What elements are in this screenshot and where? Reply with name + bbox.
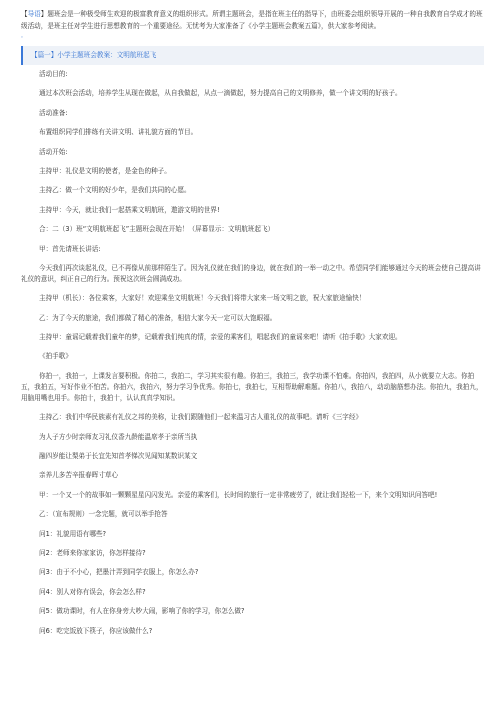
paragraph-gap xyxy=(21,540,484,548)
article-body xyxy=(21,69,484,637)
body-paragraph: 为人子方少时亲师友习礼仪香九龄能温席孝于亲所当执 xyxy=(39,432,198,441)
paragraph-gap xyxy=(21,304,484,312)
body-paragraph: 亲养儿多苦辛报春晖寸草心 xyxy=(39,471,119,480)
paragraph-gap xyxy=(21,462,484,470)
body-paragraph: 主持乙：做一个文明的好少年，是我们共同的心愿。 xyxy=(39,186,191,195)
body-paragraph: 布置组织同学们排练有关讲文明、讲礼貌方面的节目。 xyxy=(39,128,198,137)
body-paragraph: 问6：吃完饭放下筷子，你应该做什么? xyxy=(39,626,153,635)
paragraph-gap xyxy=(21,324,484,332)
section-title: 【篇一】小学主题班会教案：文明航班起飞 xyxy=(31,51,157,59)
paragraph-gap xyxy=(21,617,484,625)
paragraph-gap xyxy=(21,99,484,107)
paragraph-gap xyxy=(21,285,484,293)
paragraph-gap xyxy=(21,598,484,606)
paragraph-gap xyxy=(21,520,484,528)
body-paragraph: 问1：礼貌用语有哪些? xyxy=(39,529,107,538)
paragraph-gap xyxy=(21,559,484,567)
paragraph-gap xyxy=(21,501,484,509)
body-paragraph: 《拍手歌》 xyxy=(39,352,72,361)
body-paragraph: 你拍一，我拍一，上课发言要积极。你拍二，我拍二，学习其实很有趣。你拍三，我拍三，我学功课不怕难。你拍四，我拍四，从小就要立大志。你拍五，我拍五，写好作业不怕苦。你拍六，我拍六，努力学习争优秀。你拍七，我拍七，互相帮助解难题。你拍八，我拍八，动动脑筋想办法。你拍九，我拍九，用脑用嘴也用手。你拍十，我拍十，认认真真学知识。 xyxy=(21,371,483,402)
body-paragraph: 合：二（3）班“文明航班起飞”主题班会现在开始！（屏幕显示：文明航班起飞） xyxy=(39,225,275,234)
intro-tag-close: 】 xyxy=(40,10,48,18)
paragraph-gap xyxy=(21,196,484,204)
paragraph-gap xyxy=(21,343,484,351)
intro-tag-open: 【 xyxy=(21,10,28,18)
paragraph-gap xyxy=(21,443,484,451)
paragraph-gap xyxy=(21,255,484,263)
paragraph-gap xyxy=(21,216,484,224)
body-paragraph: 乙：为了今天的旅途，我们都做了精心的准备，相信大家今天一定可以大饱眼福。 xyxy=(39,313,277,322)
paragraph-gap xyxy=(21,80,484,88)
body-paragraph: 主持甲：礼仪是文明的使者，是金色的种子。 xyxy=(39,166,171,175)
paragraph-gap xyxy=(21,235,484,243)
body-paragraph: 问5：做功课时，有人在你身旁大吵大闹，影响了你的学习，你怎么做? xyxy=(39,607,245,616)
paragraph-gap xyxy=(21,404,484,412)
paragraph-gap xyxy=(21,423,484,431)
body-paragraph: 主持乙：我们中华民族素有礼仪之邦的美称，让我们跟随他们一起来温习古人重礼仪的故事吧。请听《三字经》 xyxy=(39,413,363,422)
intro-text: 题班会是一种极受师生欢迎的极富教育意义的组织形式。所谓主题班会，是指在班主任的指导下，由班委会组织领导开展的一种自我教育自学成才的班级活动，是班主任对学生进行思想教育的一个重要途径。无忧考为大家准备了《小学主题班会教案五篇》，供大家参考阅读。 xyxy=(21,10,483,30)
body-paragraph: 通过本次班会活动，培养学生从现在做起，从自我做起，从点一滴做起，努力提高自己的文明修养，做一个讲文明的好孩子。 xyxy=(39,89,402,98)
body-paragraph: 活动准备: xyxy=(39,108,68,117)
paragraph-gap xyxy=(21,362,484,370)
body-paragraph: 主持甲：童谣记载着我们童年的梦，记载着我们纯真的情，亲爱的乘客们，唱起我们的童谣来吧！请听《拍手歌》大家欢迎。 xyxy=(39,333,402,342)
body-paragraph: 活动开始: xyxy=(39,147,68,156)
paragraph-gap xyxy=(21,481,484,489)
paragraph-gap xyxy=(21,177,484,185)
body-paragraph: 问4：别人对你有误会，你会怎么样? xyxy=(39,587,146,596)
body-paragraph: 主持甲：今天，就让我们一起搭乘文明航班，遨游文明的世界! xyxy=(39,205,220,214)
body-paragraph: 活动目的: xyxy=(39,70,68,78)
intro-paragraph xyxy=(21,9,484,32)
body-paragraph: 融四岁能让梨弟于长宜先知首孝悌次见闻知某数识某文 xyxy=(39,452,198,461)
body-paragraph: 问3：由于不小心，把墨汁弄到同学衣服上，你怎么办? xyxy=(39,568,199,577)
paragraph-gap xyxy=(21,138,484,146)
paragraph-gap xyxy=(21,158,484,166)
paragraph-gap xyxy=(21,119,484,127)
intro-tag-link[interactable]: 导语 xyxy=(27,10,41,18)
section-header xyxy=(21,46,484,65)
body-paragraph: 问2：老师来你家家访，你怎样接待? xyxy=(39,548,146,557)
body-paragraph: 甲：一个又一个的故事如一颗颗星星闪闪发光。亲爱的乘客们，长时间的旅行一定非常疲劳了，就让我们轻松一下，来个文明知识问答吧! xyxy=(39,490,438,499)
body-paragraph: 乙：（宣布规则）一念完题，就可以举手抢答 xyxy=(39,510,168,519)
paragraph-gap xyxy=(21,578,484,586)
body-paragraph: 今天我们再次谈起礼仪，已不再像从前那样陌生了。因为礼仪就在我们的身边，就在我们的一举一动之中。希望同学们能够通过今天的班会使自己提高讲礼仪的意识，纠正自己的行为。预祝这次班会圆满成功。 xyxy=(21,263,481,283)
body-paragraph: 主持甲（机长）：各位乘客，大家好！欢迎乘坐文明航班！今天我们将带大家来一场文明之旅，祝大家旅途愉快！ xyxy=(39,294,366,303)
intro-dot: 。 xyxy=(21,33,27,39)
body-paragraph: 甲：首先请班长讲话: xyxy=(39,244,101,253)
